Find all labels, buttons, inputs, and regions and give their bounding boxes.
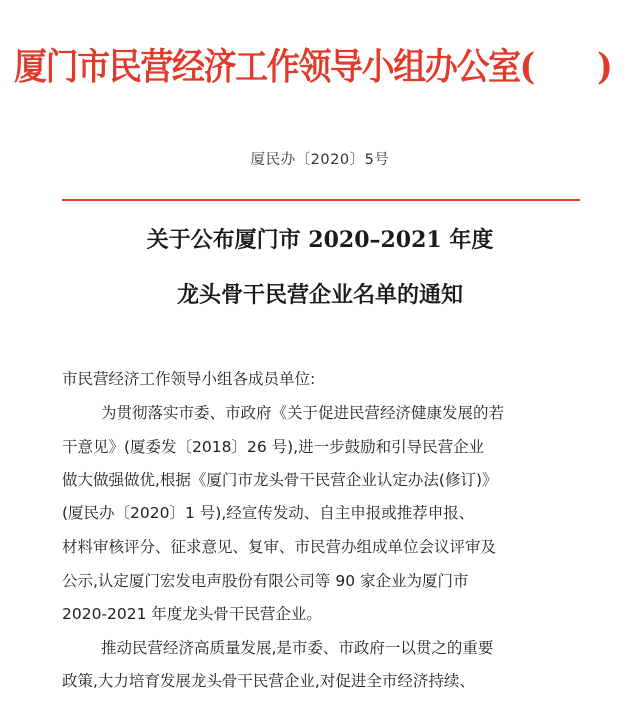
issuer-header: 厦门市民营经济工作领导小组办公室( ) — [14, 45, 612, 88]
salutation: 市民营经济工作领导小组各成员单位: — [62, 370, 316, 388]
red-divider-line — [62, 199, 580, 201]
notice-title-line-2: 龙头骨干民营企业名单的通知 — [176, 282, 463, 308]
body-line: 材料审核评分、征求意见、复审、市民营办组成单位会议评审及 — [62, 538, 497, 556]
body-line: 2020-2021 年度龙头骨干民营企业。 — [62, 605, 322, 623]
body-line: 推动民营经济高质量发展,是市委、市政府一以贯之的重要 — [101, 639, 494, 657]
body-line: 干意见》(厦委发〔2018〕26 号),进一步鼓励和引导民营企业 — [62, 438, 485, 456]
notice-title-line-1: 关于公布厦门市 2020–2021 年度 — [146, 227, 494, 253]
body-line: (厦民办〔2020〕1 号),经宣传发动、自主申报或推荐申报、 — [62, 504, 475, 522]
body-line: 公示,认定厦门宏发电声股份有限公司等 90 家企业为厦门市 — [62, 572, 469, 590]
body-line: 政策,大力培育发展龙头骨干民营企业,对促进全市经济持续、 — [62, 672, 475, 690]
body-line: 做大做强做优,根据《厦门市龙头骨干民营企业认定办法(修订)》 — [62, 471, 498, 489]
document-number: 厦民办〔2020〕5号 — [250, 152, 390, 168]
body-line: 为贯彻落实市委、市政府《关于促进民营经济健康发展的若 — [101, 404, 505, 422]
